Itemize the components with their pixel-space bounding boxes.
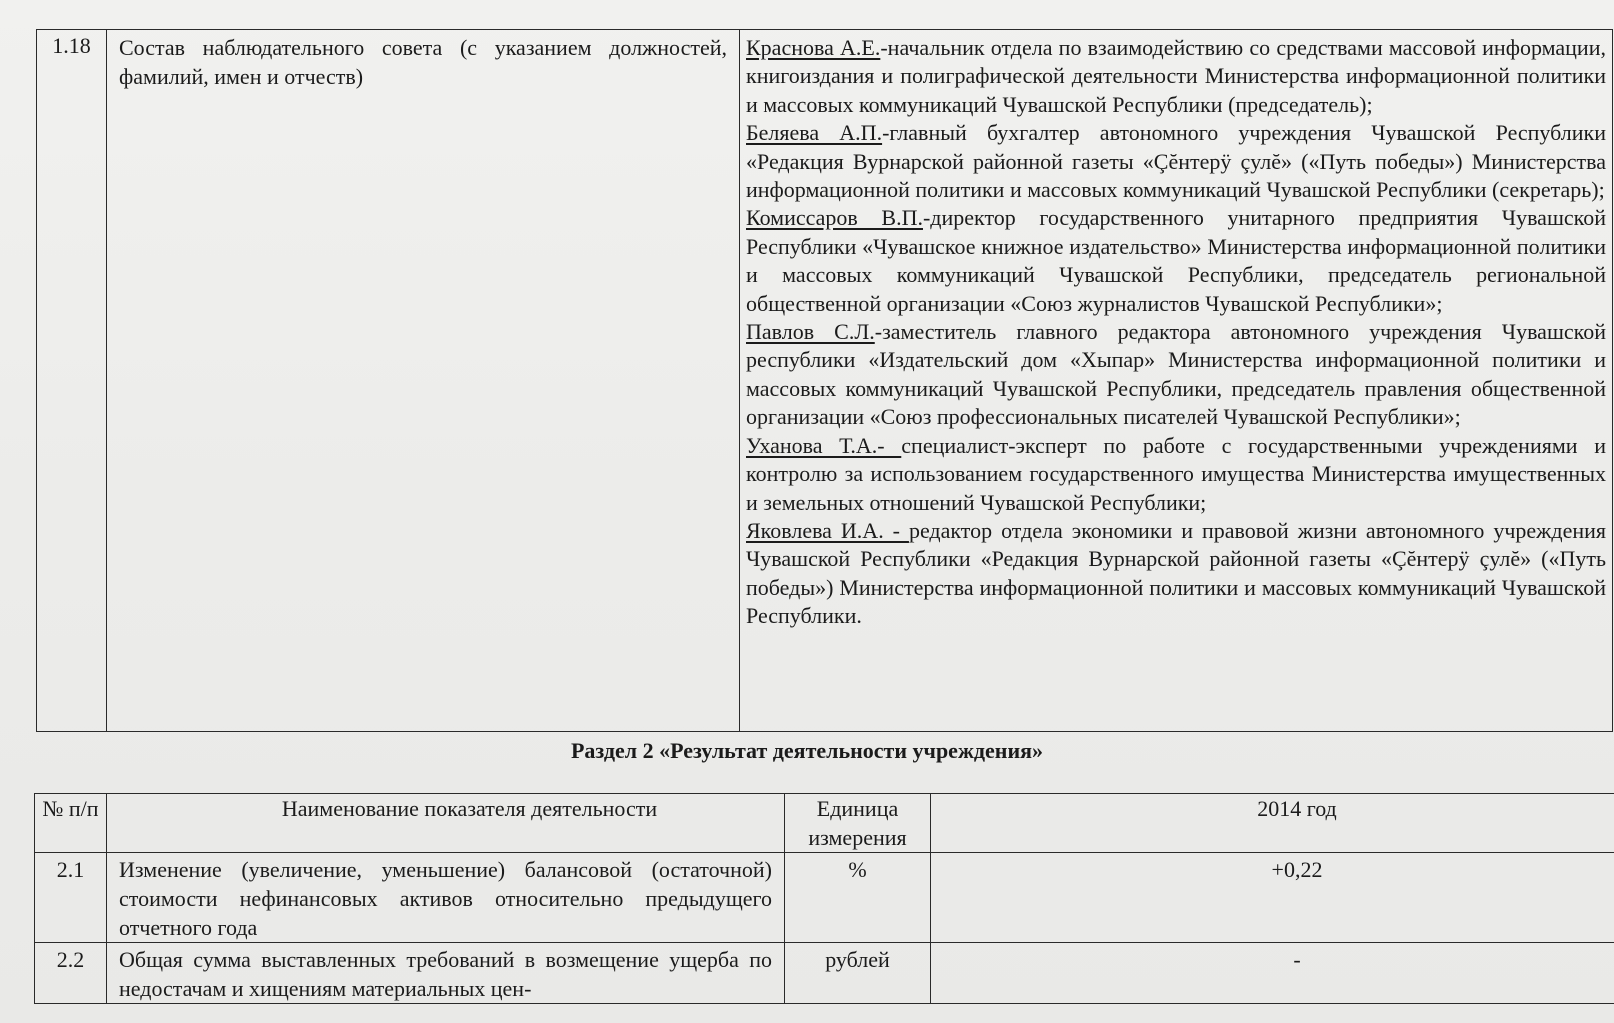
header-number: № п/п bbox=[35, 794, 107, 853]
table-row bbox=[37, 30, 1613, 732]
member-position: специалист-эксперт по работе с государственными учреждениями и контролю за использованием государственного имущества Министерства имущественных и земельных отношений Чувашской Республики; bbox=[746, 432, 1606, 515]
header-indicator-name: Наименование показателя деятельности bbox=[107, 794, 785, 853]
member-position: -заместитель главного редактора автономного учреждения Чувашской республики «Издательский дом «Хыпар» Министерства информационной политики и массовых коммуникаций Чувашской Республики, председатель правления общественной организации «Союз профессиональных писателей Чувашской Республики»; bbox=[746, 319, 1606, 430]
indicator-unit: % bbox=[785, 853, 931, 943]
section-title: Раздел 2 «Результат деятельности учреждения» bbox=[570, 738, 1044, 763]
row-number: 2.2 bbox=[35, 943, 107, 1004]
member-position: -начальник отдела по взаимодействию со средствами массовой информации, книгоиздания и полиграфической деятельности Министерства информационной политики и массовых коммуникаций Чувашской Республики (председатель); bbox=[746, 35, 1606, 117]
board-member bbox=[746, 34, 1606, 119]
indicator-name: Изменение (увеличение, уменьшение) балансовой (остаточной) стоимости нефинансовых активов относительно предыдущего отчетного года bbox=[107, 853, 785, 943]
indicator-unit: рублей bbox=[785, 943, 931, 1004]
board-member bbox=[746, 318, 1606, 432]
member-position: -главный бухгалтер автономного учреждения Чувашской Республики «Редакция Вурнарской районной газеты «Çĕнтерÿ çулĕ» («Путь победы») Министерства информационной политики и массовых коммуникаций Чувашской Республики (секретарь); bbox=[746, 120, 1606, 203]
results-table bbox=[34, 793, 1614, 1004]
supervisory-board-table bbox=[36, 29, 1613, 732]
indicator-name: Общая сумма выставленных требований в возмещение ущерба по недостачам и хищениям материальных цен- bbox=[107, 943, 785, 1004]
board-member bbox=[746, 204, 1606, 318]
member-name: Уханова Т.А.- bbox=[746, 432, 902, 458]
row-number: 1.18 bbox=[37, 30, 107, 732]
table-row bbox=[35, 853, 1614, 943]
member-position: -директор государственного унитарного предприятия Чувашской Республики «Чувашское книжное издательство» Министерства информационной политики и массовых коммуникаций Чувашской Республики, председатель региональной общественной организации «Союз журналистов Чувашской Республики»; bbox=[746, 205, 1606, 316]
table-header-row bbox=[35, 794, 1614, 853]
indicator-value: - bbox=[931, 943, 1614, 1004]
indicator-name: Состав наблюдательного совета (с указанием должностей, фамилий, имен и отчеств) bbox=[107, 30, 740, 732]
header-unit: Единица измерения bbox=[785, 794, 931, 853]
row-number: 2.1 bbox=[35, 853, 107, 943]
member-name: Павлов С.Л. bbox=[746, 319, 875, 345]
board-members-cell bbox=[740, 30, 1613, 732]
member-name: Комиссаров В.П. bbox=[746, 205, 923, 231]
board-member bbox=[746, 517, 1606, 631]
indicator-value: +0,22 bbox=[931, 853, 1614, 943]
board-member bbox=[746, 119, 1606, 204]
member-position: редактор отдела экономики и правовой жизни автономного учреждения Чувашской Республики «Редакция Вурнарской районной газеты «Çĕнтерÿ çулĕ» («Путь победы») Министерства информационной политики и массовых коммуникаций Чувашской Республики. bbox=[746, 517, 1606, 629]
board-member bbox=[746, 432, 1606, 517]
member-name: Беляева А.П. bbox=[746, 120, 883, 146]
member-name: Яковлева И.А. - bbox=[746, 517, 909, 543]
table-row bbox=[35, 943, 1614, 1004]
header-year: 2014 год bbox=[931, 794, 1614, 853]
member-name: Краснова А.Е. bbox=[746, 35, 881, 60]
